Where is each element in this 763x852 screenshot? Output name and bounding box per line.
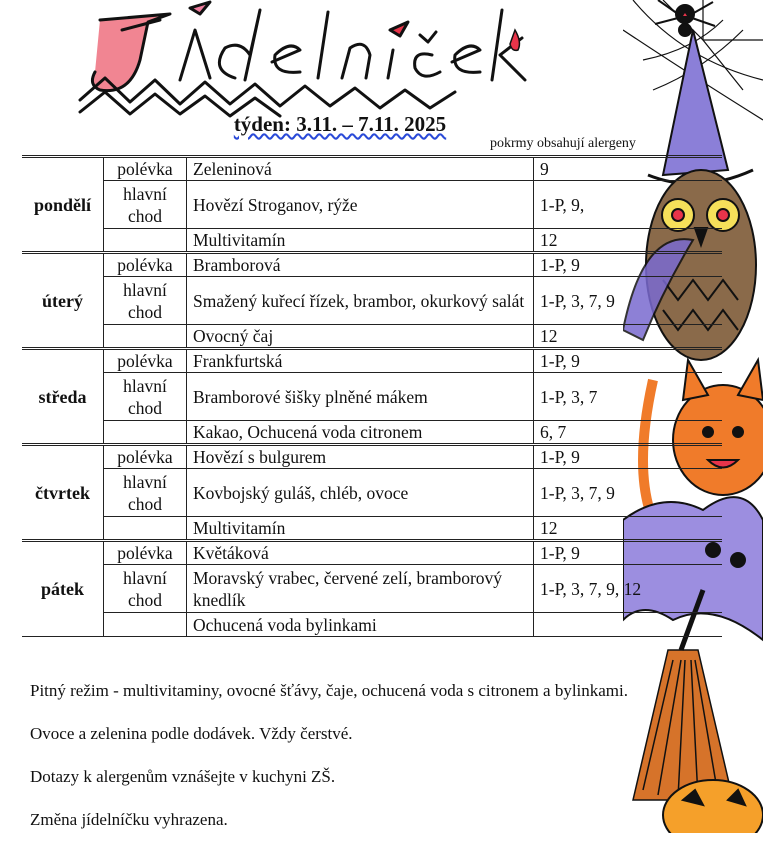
course-type: hlavní chod	[104, 373, 187, 421]
allergen-codes: 1-P, 9	[534, 253, 723, 277]
dish-name: Hovězí Stroganov, rýže	[187, 181, 534, 229]
course-type	[104, 325, 187, 349]
table-row	[22, 445, 722, 469]
allergen-codes	[534, 613, 723, 637]
table-row	[22, 277, 722, 325]
dish-name: Bramborová	[187, 253, 534, 277]
week-range: týden: 3.11. – 7.11. 2025	[233, 112, 447, 136]
note-allergens: Dotazy k alergenům vznášejte v kuchyni ZŠ.	[30, 767, 336, 786]
course-type: polévka	[104, 253, 187, 277]
dish-name: Frankfurtská	[187, 349, 534, 373]
table-row	[22, 565, 722, 613]
allergen-codes: 1-P, 9	[534, 349, 723, 373]
note-change: Změna jídelníčku vyhrazena.	[30, 810, 228, 829]
dish-name: Moravský vrabec, červené zelí, bramborový knedlík	[187, 565, 534, 613]
note-fruit: Ovoce a zelenina podle dodávek. Vždy čerstvé.	[30, 724, 353, 743]
title-art	[60, 0, 530, 125]
allergen-codes: 12	[534, 325, 723, 349]
allergen-codes: 1-P, 9,	[534, 181, 723, 229]
course-type: polévka	[104, 349, 187, 373]
dish-name: Ochucená voda bylinkami	[187, 613, 534, 637]
table-row	[22, 421, 722, 445]
allergen-codes: 12	[534, 229, 723, 253]
table-row	[22, 325, 722, 349]
allergen-codes: 1-P, 3, 7, 9	[534, 469, 723, 517]
course-type: polévka	[104, 157, 187, 181]
table-row	[22, 253, 722, 277]
table-row	[22, 613, 722, 637]
table-row	[22, 541, 722, 565]
course-type	[104, 517, 187, 541]
course-type	[104, 613, 187, 637]
allergen-codes: 1-P, 9	[534, 541, 723, 565]
table-row	[22, 373, 722, 421]
notes	[30, 680, 628, 852]
dish-name: Smažený kuřecí řízek, brambor, okurkový salát	[187, 277, 534, 325]
course-type: polévka	[104, 541, 187, 565]
allergen-codes: 9	[534, 157, 723, 181]
table-row	[22, 349, 722, 373]
table-row	[22, 469, 722, 517]
course-type	[104, 421, 187, 445]
dish-name: Kovbojský guláš, chléb, ovoce	[187, 469, 534, 517]
course-type: hlavní chod	[104, 181, 187, 229]
dish-name: Multivitamín	[187, 517, 534, 541]
course-type: hlavní chod	[104, 565, 187, 613]
course-type	[104, 229, 187, 253]
dish-name: Hovězí s bulgurem	[187, 445, 534, 469]
dish-name: Kakao, Ochucená voda citronem	[187, 421, 534, 445]
table-row	[22, 517, 722, 541]
allergen-codes: 1-P, 3, 7, 9, 12	[534, 565, 723, 613]
day-name: úterý	[22, 253, 104, 349]
dish-name: Multivitamín	[187, 229, 534, 253]
allergen-codes: 12	[534, 517, 723, 541]
allergen-codes: 1-P, 3, 7	[534, 373, 723, 421]
day-name: středa	[22, 349, 104, 445]
day-name: pondělí	[22, 157, 104, 253]
allergen-codes: 1-P, 9	[534, 445, 723, 469]
dish-name: Bramborové šišky plněné mákem	[187, 373, 534, 421]
day-name: pátek	[22, 541, 104, 637]
dish-name: Květáková	[187, 541, 534, 565]
table-row	[22, 229, 722, 253]
allergen-note: pokrmy obsahují alergeny	[490, 136, 636, 151]
dish-name: Ovocný čaj	[187, 325, 534, 349]
table-row	[22, 157, 722, 181]
course-type: hlavní chod	[104, 277, 187, 325]
allergen-codes: 6, 7	[534, 421, 723, 445]
course-type: hlavní chod	[104, 469, 187, 517]
table-row	[22, 181, 722, 229]
dish-name: Zeleninová	[187, 157, 534, 181]
menu-table	[22, 155, 722, 637]
note-drinking: Pitný režim - multivitaminy, ovocné šťávy, čaje, ochucená voda s citronem a bylinkami.	[30, 681, 629, 700]
allergen-codes: 1-P, 3, 7, 9	[534, 277, 723, 325]
day-name: čtvrtek	[22, 445, 104, 541]
course-type: polévka	[104, 445, 187, 469]
